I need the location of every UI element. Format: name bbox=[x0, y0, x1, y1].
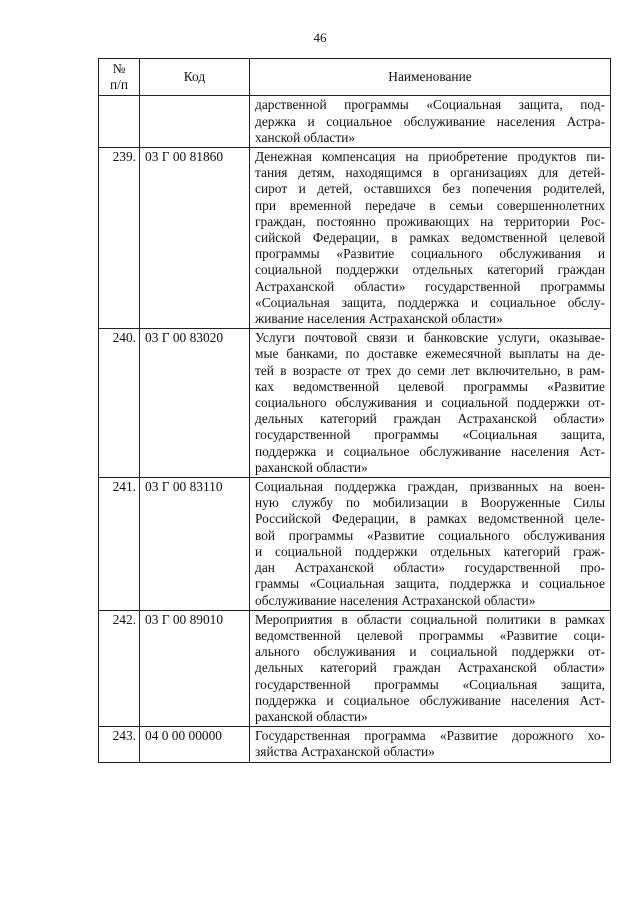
name-line: социального обслуживания и социальной поддержки от- bbox=[255, 395, 605, 411]
budget-code-table bbox=[98, 58, 611, 763]
cell-number: 243. bbox=[99, 727, 140, 762]
name-line: дельных категорий граждан Астраханской области» bbox=[255, 660, 605, 676]
cell-name bbox=[250, 727, 611, 762]
name-line: держка и социальное обслуживание населения Астра- bbox=[255, 113, 605, 129]
name-line: поддержка и социальное обслуживание населения Аст- bbox=[255, 443, 605, 459]
name-line: при временной передаче в семьи совершеннолетних bbox=[255, 197, 605, 213]
name-line: «Социальная защита, поддержка и социальное обслу- bbox=[255, 294, 605, 310]
name-line: раханской области» bbox=[255, 459, 368, 475]
table-row bbox=[99, 727, 611, 762]
name-line: дельных категорий граждан Астраханской области» bbox=[255, 411, 605, 427]
name-line: государственной программы «Социальная защита, bbox=[255, 676, 605, 692]
cell-name bbox=[250, 96, 611, 148]
table-row bbox=[99, 329, 611, 478]
cell-number bbox=[99, 96, 140, 148]
name-line: граммы «Социальная защита, поддержка и социальное bbox=[255, 576, 605, 592]
cell-number: 239. bbox=[99, 148, 140, 329]
cell-number: 241. bbox=[99, 478, 140, 611]
cell-code: 03 Г 00 89010 bbox=[140, 610, 250, 726]
name-line: программы «Развитие социального обслуживания и bbox=[255, 246, 605, 262]
cell-name bbox=[250, 478, 611, 611]
name-line: ках ведомственной целевой программы «Развитие bbox=[255, 378, 605, 394]
name-line: Услуги почтовой связи и банковские услуги, оказывае- bbox=[255, 330, 605, 346]
name-line: сирот и детей, оставшихся без попечения родителей, bbox=[255, 181, 605, 197]
name-line: сийской Федерации, в рамках ведомственной целевой bbox=[255, 230, 605, 246]
name-line: и социальной поддержки отдельных категорий граж- bbox=[255, 543, 605, 559]
name-line: ную службу по мобилизации в Вооруженные Силы bbox=[255, 495, 605, 511]
name-line: ального обслуживания и социальной поддержки от- bbox=[255, 644, 605, 660]
header-name: Наименование bbox=[250, 59, 611, 96]
name-line: зяйства Астраханской области» bbox=[255, 744, 435, 760]
cell-code: 03 Г 00 83020 bbox=[140, 329, 250, 478]
cell-name bbox=[250, 329, 611, 478]
name-line: Российской Федерации, в рамках ведомственной целе- bbox=[255, 511, 605, 527]
name-line: государственной программы «Социальная защита, bbox=[255, 427, 605, 443]
cell-number: 242. bbox=[99, 610, 140, 726]
name-line: Астраханской области» государственной программы bbox=[255, 278, 605, 294]
table-header-row bbox=[99, 59, 611, 96]
cell-number: 240. bbox=[99, 329, 140, 478]
header-number bbox=[99, 59, 140, 96]
header-number-line: п/п bbox=[109, 77, 129, 93]
header-code: Код bbox=[140, 59, 250, 96]
table-row bbox=[99, 610, 611, 726]
name-line: раханской области» bbox=[255, 708, 368, 724]
name-line: ханской области» bbox=[255, 129, 356, 145]
header-number-line: № bbox=[112, 61, 126, 76]
name-line: живание населения Астраханской области» bbox=[255, 311, 503, 327]
name-line: граждан, постоянно проживающих на территории Рос- bbox=[255, 213, 605, 229]
table-row-continuation bbox=[99, 96, 611, 148]
table-row bbox=[99, 148, 611, 329]
name-line: Мероприятия в области социальной политики в рамках bbox=[255, 611, 605, 627]
table-row bbox=[99, 478, 611, 611]
name-line: дарственной программы «Социальная защита, под- bbox=[255, 97, 605, 113]
cell-code bbox=[140, 96, 250, 148]
name-line: Социальная поддержка граждан, призванных на воен- bbox=[255, 479, 605, 495]
cell-name bbox=[250, 610, 611, 726]
page-number: 46 bbox=[313, 30, 327, 45]
name-line: дан Астраханской области» государственной про- bbox=[255, 560, 605, 576]
name-line: ведомственной целевой программы «Развитие соци- bbox=[255, 627, 605, 643]
cell-name bbox=[250, 148, 611, 329]
cell-code: 03 Г 00 83110 bbox=[140, 478, 250, 611]
name-line: тей в возрасте от трех до семи лет включительно, в рам- bbox=[255, 362, 605, 378]
cell-code: 03 Г 00 81860 bbox=[140, 148, 250, 329]
name-line: Денежная компенсация на приобретение продуктов пи- bbox=[255, 149, 605, 165]
name-line: мые банками, по доставке ежемесячной выплаты на де- bbox=[255, 346, 605, 362]
name-line: поддержка и социальное обслуживание населения Аст- bbox=[255, 692, 605, 708]
cell-code: 04 0 00 00000 bbox=[140, 727, 250, 762]
name-line: социальной поддержки отдельных категорий граждан bbox=[255, 262, 605, 278]
name-line: тания детям, находящимся в организациях для детей- bbox=[255, 165, 605, 181]
name-line: Государственная программа «Развитие дорожного хо- bbox=[255, 728, 605, 744]
name-line: обслуживание населения Астраханской области» bbox=[255, 592, 536, 608]
name-line: вой программы «Развитие социального обслуживания bbox=[255, 527, 605, 543]
